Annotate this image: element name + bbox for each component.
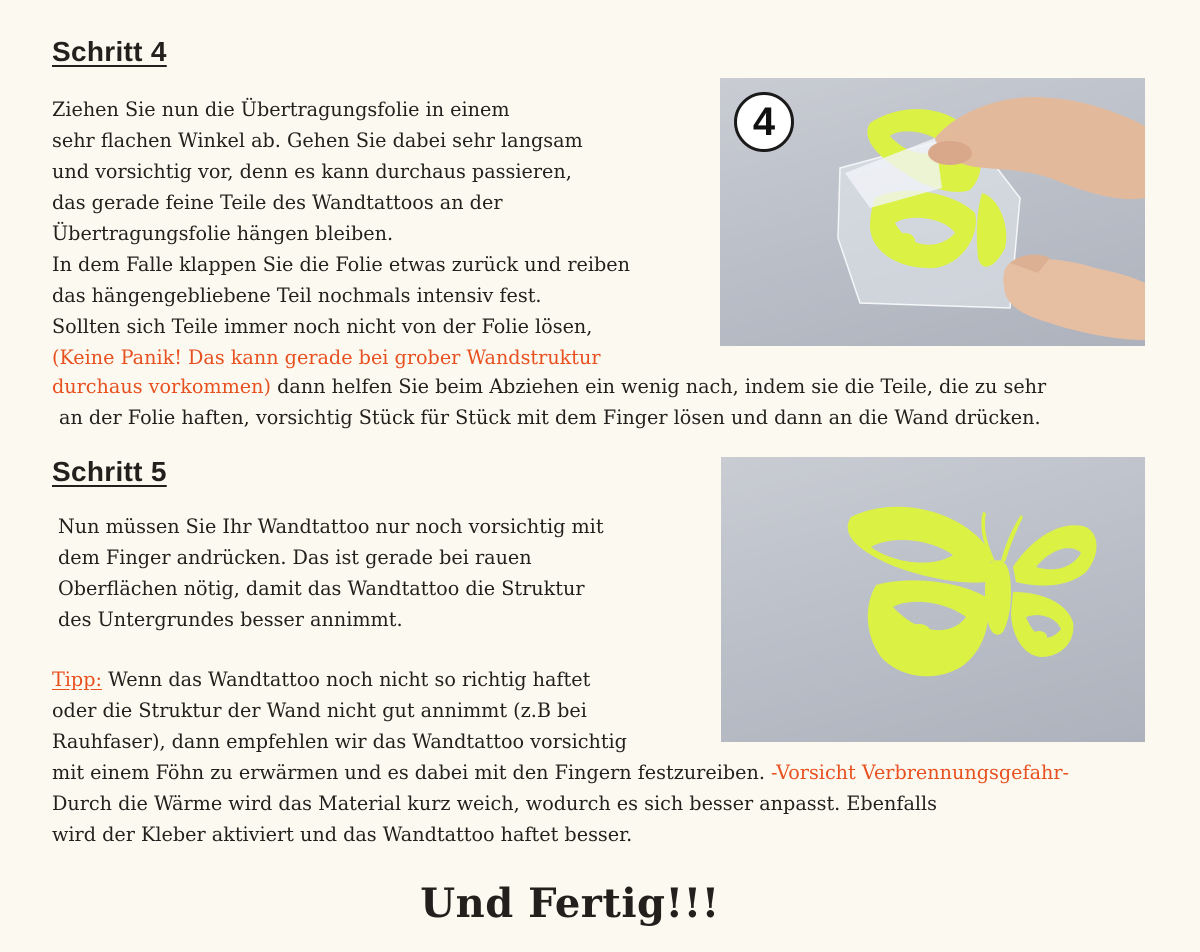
step5-photo bbox=[721, 457, 1145, 742]
step4-line-7: das hängengebliebene Teil nochmals intensiv fest. bbox=[52, 284, 542, 307]
step4-line-5: Übertragungsfolie hängen bleiben. bbox=[52, 222, 394, 245]
step4-heading: Schritt 4 bbox=[52, 36, 167, 67]
tip-line-1 bbox=[52, 664, 590, 695]
step5-line-3: Oberflächen nötig, damit das Wandtattoo die Struktur bbox=[58, 577, 585, 600]
tip-line-5: Durch die Wärme wird das Material kurz weich, wodurch es sich besser anpasst. Ebenfalls bbox=[52, 792, 938, 815]
butterfly-shape bbox=[848, 507, 1097, 676]
step4-line-8: Sollten sich Teile immer noch nicht von der Folie lösen, bbox=[52, 315, 593, 338]
step4-photo bbox=[720, 78, 1145, 346]
step4-line-11: an der Folie haften, vorsichtig Stück für Stück mit dem Finger lösen und dann an die Wand drücken. bbox=[59, 406, 1041, 429]
burn-warning: -Vorsicht Verbrennungsgefahr- bbox=[764, 761, 1070, 784]
step5-heading: Schritt 5 bbox=[52, 456, 167, 487]
step4-line-10-text: dann helfen Sie beim Abziehen ein wenig nach, indem sie die Teile, die zu sehr bbox=[271, 375, 1047, 398]
step4-line-3: und vorsichtig vor, denn es kann durchaus passieren, bbox=[52, 160, 572, 183]
step5-line-4: des Untergrundes besser annimmt. bbox=[58, 608, 403, 631]
step4-line-1: Ziehen Sie nun die Übertragungsfolie in einem bbox=[52, 98, 510, 121]
tip-line-1-text: Wenn das Wandtattoo noch nicht so richtig haftet bbox=[101, 668, 591, 691]
step5-line-1: Nun müssen Sie Ihr Wandtattoo nur noch vorsichtig mit bbox=[58, 515, 604, 538]
tip-line-4 bbox=[52, 757, 1069, 788]
step4-line-2: sehr flachen Winkel ab. Gehen Sie dabei sehr langsam bbox=[52, 129, 583, 152]
step4-line-4: das gerade feine Teile des Wandtattoos an der bbox=[52, 191, 503, 214]
step5-line-2: dem Finger andrücken. Das ist gerade bei rauen bbox=[58, 546, 532, 569]
step4-line-6: In dem Falle klappen Sie die Folie etwas zurück und reiben bbox=[52, 253, 630, 276]
tip-line-3: Rauhfaser), dann empfehlen wir das Wandtattoo vorsichtig bbox=[52, 730, 627, 753]
step4-note-red: (Keine Panik! Das kann gerade bei grober Wandstruktur bbox=[52, 346, 601, 369]
tip-line-4-text: mit einem Föhn zu erwärmen und es dabei mit den Fingern festzureiben. bbox=[52, 761, 765, 784]
tip-label: Tipp: bbox=[52, 668, 102, 691]
step-number-badge: 4 bbox=[734, 92, 794, 152]
final-heading: Und Fertig!!! bbox=[420, 880, 720, 927]
step4-note-red-end: durchaus vorkommen) bbox=[52, 375, 271, 398]
tip-line-2: oder die Struktur der Wand nicht gut annimmt (z.B bei bbox=[52, 699, 587, 722]
hand-lower bbox=[1003, 255, 1145, 340]
butterfly-illustration bbox=[721, 457, 1145, 742]
tip-line-6: wird der Kleber aktiviert und das Wandtattoo haftet besser. bbox=[52, 823, 633, 846]
step4-line-10 bbox=[52, 371, 1046, 402]
